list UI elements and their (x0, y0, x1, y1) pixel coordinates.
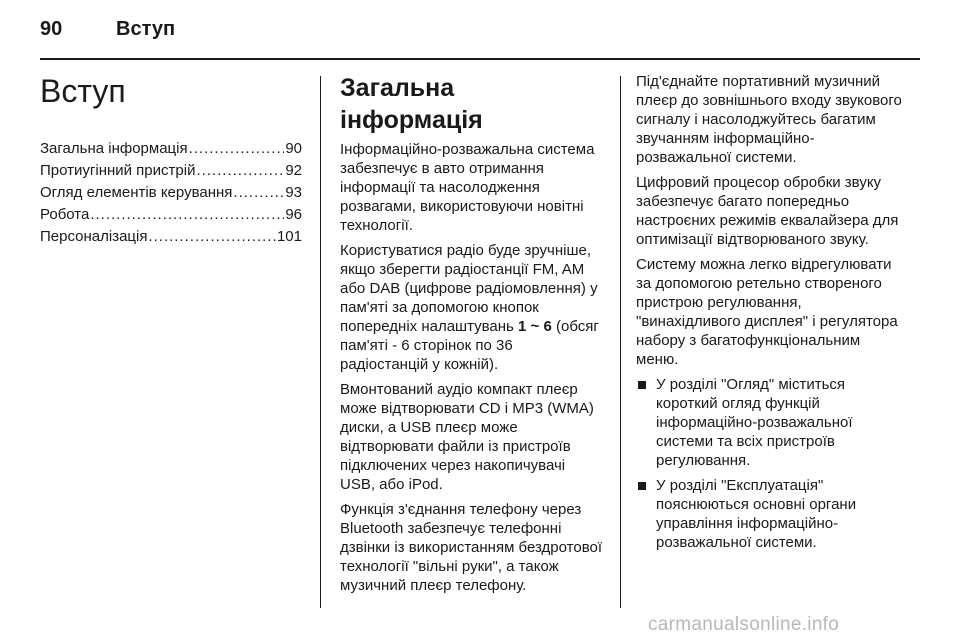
toc-label: Персоналізація (40, 228, 148, 245)
toc-page: 93 (285, 184, 302, 201)
toc-item[interactable] (40, 160, 302, 182)
paragraph: Функція з'єднання телефону через Bluetooth забезпечує телефонні дзвінки із використанням бездротової технології "вільні руки", а також музичний плеєр телефону. (340, 501, 603, 594)
bullet-item (636, 476, 904, 552)
page-number: 90 (40, 18, 63, 40)
column-main (340, 72, 602, 601)
toc-label: Робота (40, 206, 90, 223)
toc-item[interactable] (40, 182, 302, 204)
bullet-list (636, 375, 904, 552)
bullet-text: У розділі "Огляд" міститься короткий огляд функцій інформаційно-розважальної системи та всіх пристроїв регулювання. (656, 376, 853, 469)
paragraph-text: Користуватися радіо буде зручніше, якщо зберегти радіостанції FM, AM або DAB (цифрове радіомовлення) у пам'яті за допомогою кнопок попередніх налаштувань (340, 242, 598, 335)
column-toc (40, 72, 302, 248)
paragraph: Вмонтований аудіо компакт плеєр може відтворювати CD і MP3 (WMA) диски, а USB плеєр може відтворювати файли із пристроїв підключених через накопичувачі USB, або iPod. (340, 381, 594, 493)
page-header (40, 18, 920, 58)
chapter-title: Вступ (40, 73, 126, 109)
toc-leader (196, 160, 284, 182)
preset-buttons-label: 1 ~ 6 (518, 318, 552, 335)
paragraph: Систему можна легко відрегулювати за допомогою ретельно створеного пристрою регулювання, "винахідливого дисплея" і регулятора набору з багатофункціональним меню. (636, 256, 898, 368)
column-divider (620, 76, 621, 608)
toc-leader (189, 138, 285, 160)
toc-page: 96 (285, 206, 302, 223)
paragraph: Цифровий процесор обробки звуку забезпечує багато попередньо настроєних режимів еквалайзера для оптимізації відтворюваного звуку. (636, 174, 899, 248)
paragraph: Під'єднайте портативний музичний плеєр до зовнішнього входу звукового сигналу і насолоджуйтесь багатим звучанням інформаційно-розважальної системи. (636, 73, 902, 166)
toc-item[interactable] (40, 226, 302, 248)
toc-item[interactable] (40, 138, 302, 160)
square-bullet-icon (638, 381, 646, 389)
watermark: carmanualsonline.info (648, 614, 840, 635)
toc-item[interactable] (40, 204, 302, 226)
running-header-title: Вступ (116, 18, 176, 40)
toc-label: Протиугінний пристрій (40, 162, 196, 179)
bullet-item (636, 375, 904, 470)
toc-label: Огляд елементів керування (40, 184, 233, 201)
column-right (636, 72, 904, 558)
column-divider (320, 76, 321, 608)
toc-label: Загальна інформація (40, 140, 188, 157)
toc-page: 92 (285, 162, 302, 179)
paragraph (340, 241, 602, 374)
paragraph-text: (обсяг пам'яті - 6 сторінок по 36 радіостанцій у кожній). (340, 318, 599, 373)
square-bullet-icon (638, 482, 646, 490)
toc-leader (90, 204, 284, 226)
bullet-text: У розділі "Експлуатація" пояснюються основні органи управління інформаційно-розважальної системи. (656, 477, 857, 551)
toc-leader (233, 182, 284, 204)
header-rule (40, 58, 920, 60)
toc-leader (148, 226, 276, 248)
table-of-contents (40, 138, 302, 248)
toc-page: 90 (285, 140, 302, 157)
section-title: Загальна інформація (340, 74, 483, 134)
toc-page: 101 (276, 228, 302, 245)
paragraph: Інформаційно-розважальна система забезпечує в авто отримання інформації та насолодження розвагами, використовуючи новітні технології. (340, 141, 595, 234)
